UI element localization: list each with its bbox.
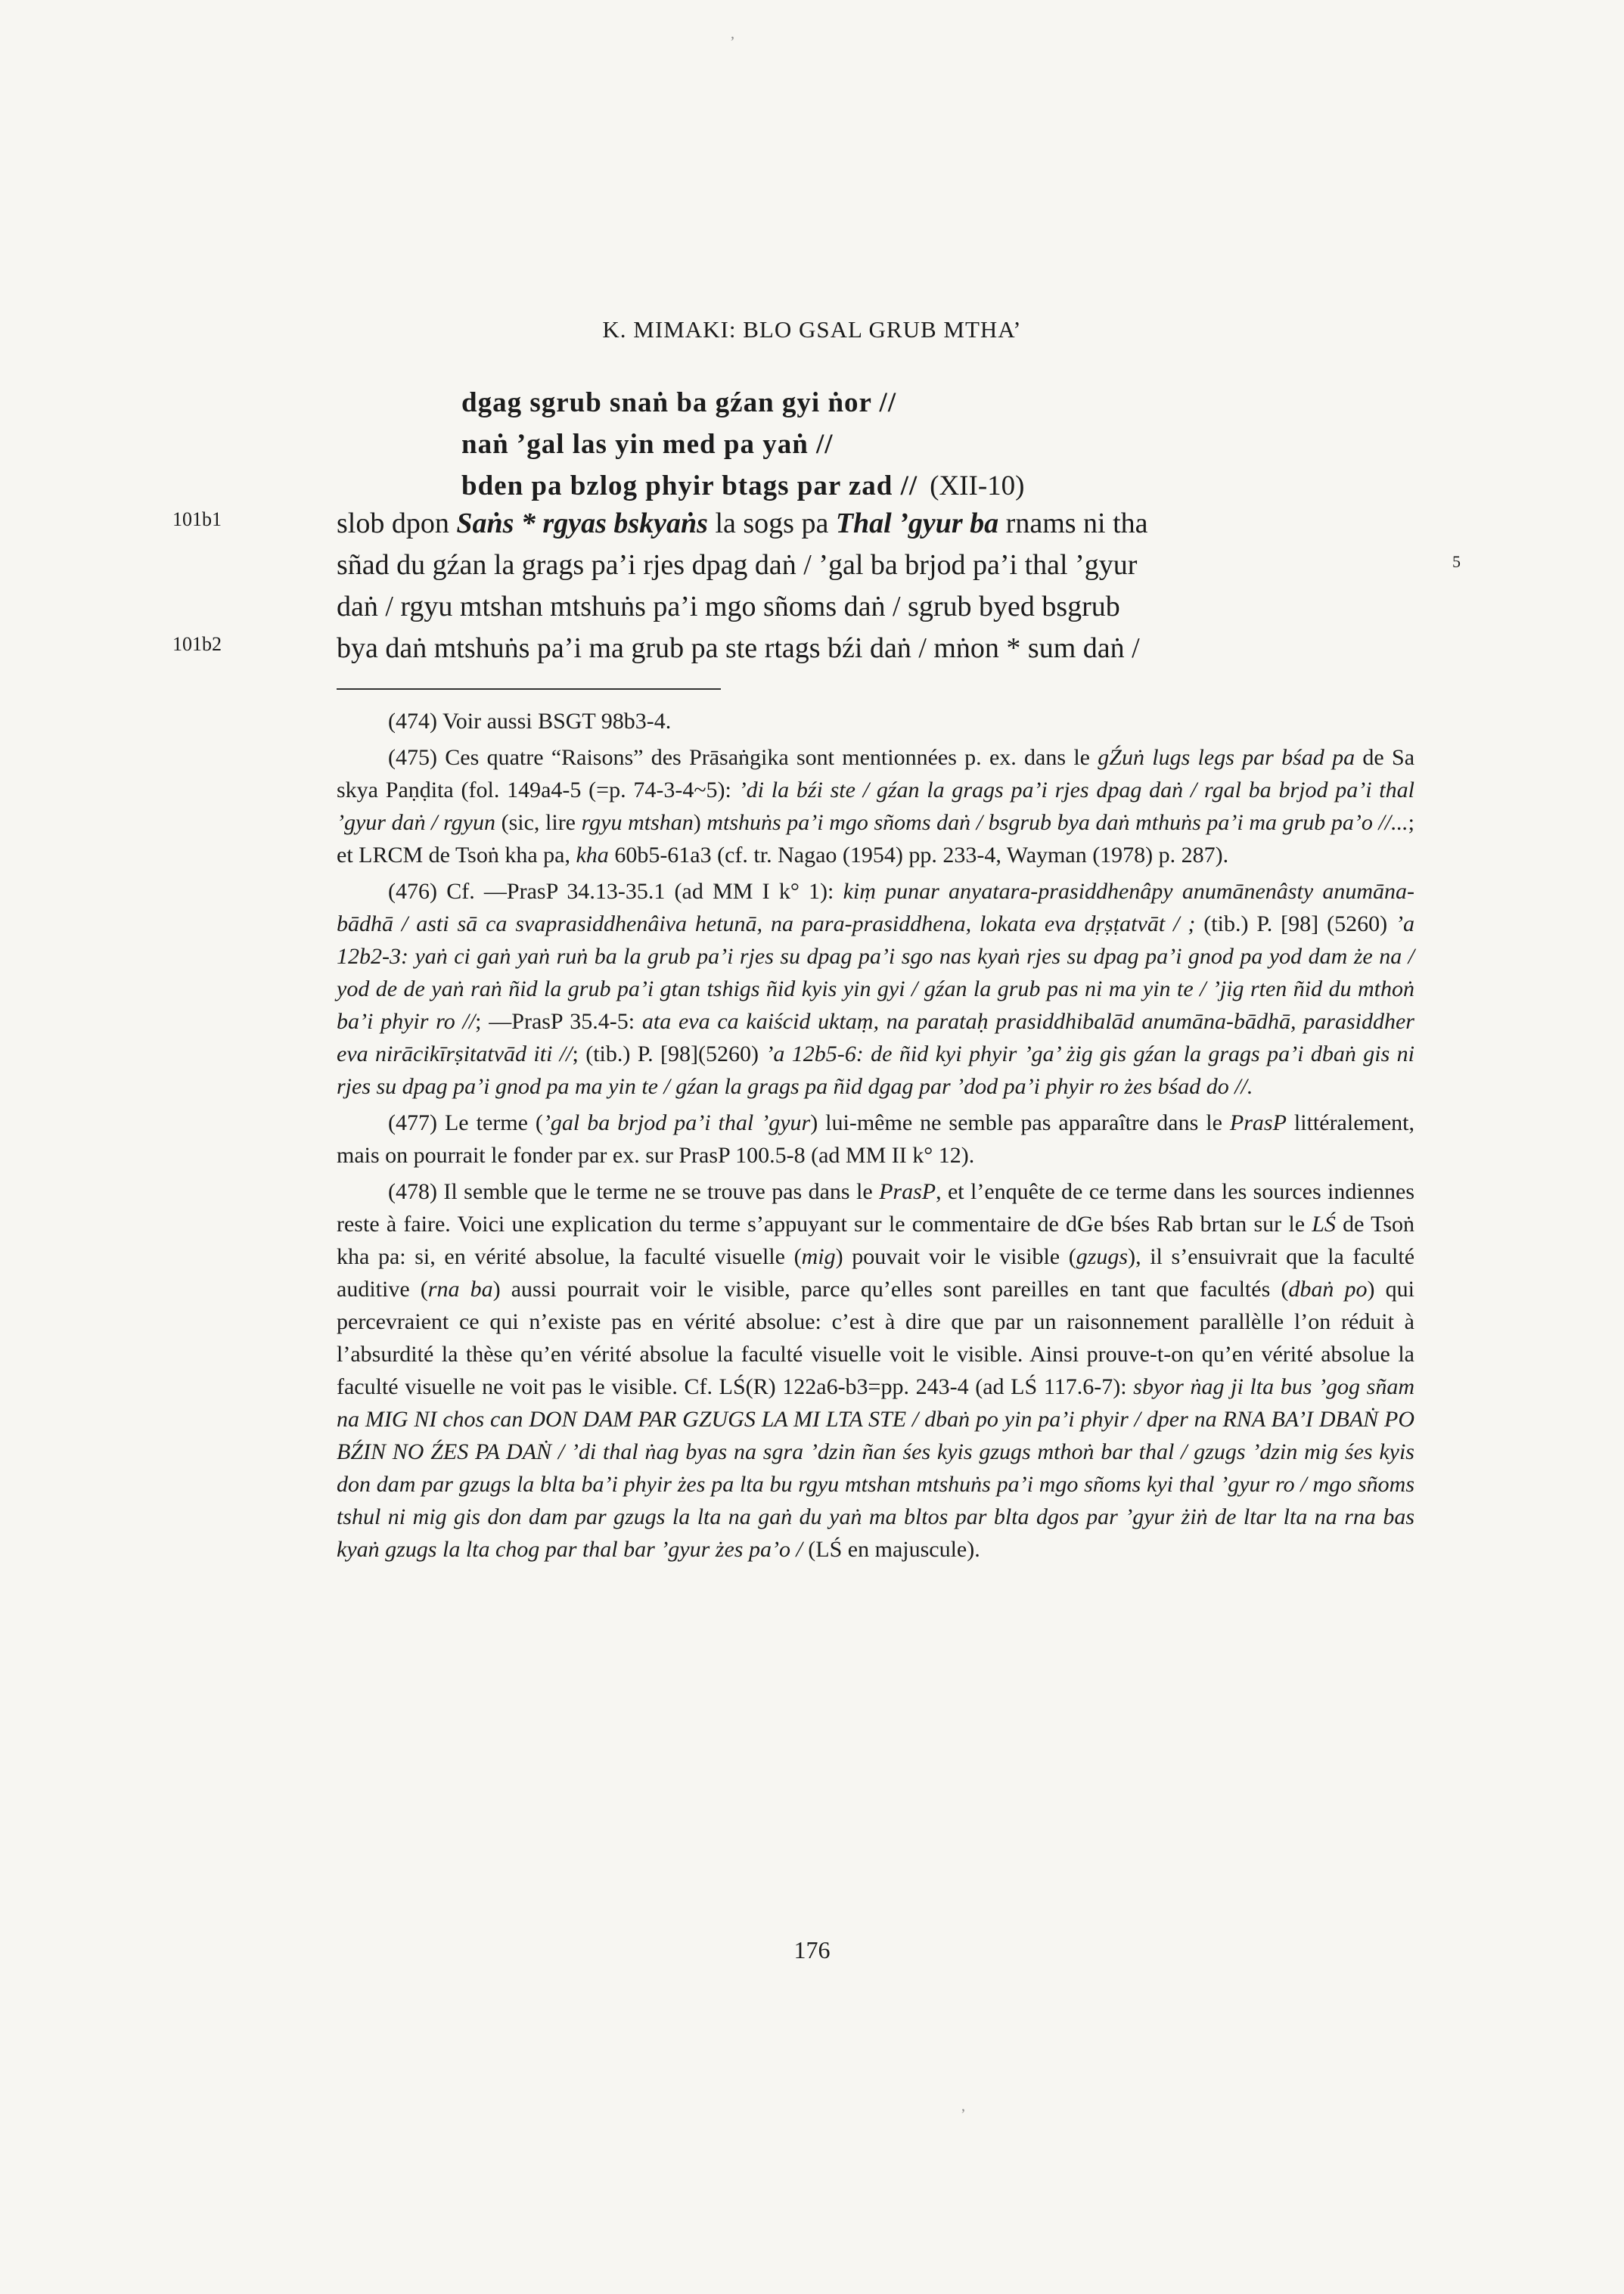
- verse-line-2: naṅ ’gal las yin med pa yaṅ //: [461, 429, 834, 460]
- verse-line-3: bden pa bzlog phyir btags par zad // (XII-10): [461, 470, 1025, 501]
- scan-speck: ʼ: [730, 34, 735, 51]
- footnote-478: (478) Il semble que le terme ne se trouve pas dans le PrasP, et l’enquête de ce terme dans les sources indiennes reste à faire. Voici une explication du terme s’appuyant sur le commentaire de dGe bśes Rab brtan sur le LŚ de Tsoṅ kha pa: si, en vérité absolue, la faculté visuelle (mig) pouvait voir le visible (gzugs), il s’ensuivrait que la faculté auditive (rna ba) aussi pourrait voir le visible, parce qu’elles sont pareilles en tant que facultés (dbaṅ po) qui percevraient ce qui n’existe pas en vérité absolue: c’est à dire que par un raisonnement parallèlle l’on réduit à l’absurdité la thèse qu’en vérité absolue la faculté visuelle voit le visible. Ainsi prouve-t-on qu’en vérité absolue la faculté visuelle ne voit pas le visible. Cf. LŚ(R) 122a6-b3=pp. 243-4 (ad LŚ 117.6-7): sbyor ṅag ji lta bus ’gog sñam na MIG NI chos can DON DAM PAR GZUGS LA MI LTA STE / dbaṅ po yin pa’i phyir / dper na RNA BA’I DBAṄ PO BŹIN NO ŹES PA DAṄ / ’di thal ṅag byas na sgra ’dzin ñan śes kyis gzugs mthoṅ bar thal / gzugs ’dzin mig śes kyis don dam par gzugs la blta ba’i phyir żes pa lta bu rgyu mtshan mtshuṅs pa’i mgo sñoms kyi thal ’gyur ro / mgo sñoms tshul ni mig gis don dam par gzugs la lta na gaṅ du yaṅ ma bltos par blta dgos par ’gyur żiṅ de ltar lta na rna bas kyaṅ gzugs la lta chog par thal bar ’gyur żes pa’o / (LŚ en majuscule).: [337, 1179, 1415, 1562]
- footnotes: [337, 705, 1414, 1569]
- main-line-4: bya daṅ mtshuṅs pa’i ma grub pa ste rtags bźi daṅ / mṅon * sum daṅ /: [337, 632, 1140, 664]
- verse-number: (XII-10): [930, 470, 1025, 501]
- footnote-476: (476) Cf. —PrasP 34.13-35.1 (ad MM I k° 1): kiṃ punar anyatara-prasiddhenâpy anumānenâsty anumāna-bādhā / asti sā ca svaprasiddhenâiva hetunā, na para-prasiddhena, lokata eva dṛṣṭatvāt / ; (tib.) P. [98] (5260) ’a 12b2-3: yaṅ ci gaṅ yaṅ ruṅ ba la grub pa’i rjes su dpag pa’i sgo nas kyaṅ rjes su dpag pa’i gnod pa yod dam że na / yod de de yaṅ raṅ ñid la grub pa’i gtan tshigs ñid kyis yin gyi / gźan la grub pas ni ma yin te / ’jig rten ñid du mthoṅ ba’i phyir ro //; —PrasP 35.4-5: ata eva ca kaiścid uktaṃ, na parataḥ prasiddhibalād anumāna-bādhā, parasiddher eva nirācikīrṣitatvād iti //; (tib.) P. [98](5260) ’a 12b5-6: de ñid kyi phyir ’ga’ żig gis gźan la grags pa’i dbaṅ gis ni rjes su dpag pa’i gnod pa ma yin te / gźan la grags pa ñid dgag par ’dod pa’i phyir ro żes bśad do //.: [337, 879, 1414, 1099]
- page-number: 176: [793, 1936, 831, 1963]
- running-header: K. MIMAKI: BLO GSAL GRUB MTHA’: [602, 316, 1022, 343]
- scan-speck: ʼ: [961, 2106, 966, 2123]
- footnote-475: (475) Ces quatre “Raisons” des Prāsaṅgika sont mentionnées p. ex. dans le gŹuṅ lugs legs par bśad pa de Sa skya Paṇḍita (fol. 149a4-5 (=p. 74-3-4~5): ’di la bźi ste / gźan la grags pa’i rjes dpag daṅ / rgal ba brjod pa’i thal ’gyur daṅ / rgyun (sic, lire rgyu mtshan) mtshuṅs pa’i mgo sñoms daṅ / bsgrub bya daṅ mthuṅs pa’i ma grub pa’o //...; et LRCM de Tsoṅ kha pa, kha 60b5-61a3 (cf. tr. Nagao (1954) pp. 233-4, Wayman (1978) p. 287).: [337, 745, 1415, 868]
- footnote-477: (477) Le terme (’gal ba brjod pa’i thal ’gyur) lui-même ne semble pas apparaître dans le PrasP littéralement, mais on pourrait le fonder par ex. sur PrasP 100.5-8 (ad MM II k° 12).: [337, 1110, 1415, 1168]
- footnote-474: (474) Voir aussi BSGT 98b3-4.: [388, 709, 672, 734]
- verse-block: [461, 382, 1024, 507]
- main-line-3: daṅ / rgyu mtshan mtshuṅs pa’i mgo sñoms daṅ / sgrub byed bsgrub: [337, 591, 1120, 622]
- line-number: 5: [1452, 552, 1461, 571]
- verse-line-1: dgag sgrub snaṅ ba gźan gyi ṅor //: [461, 387, 897, 418]
- footnote-rule: [337, 688, 721, 690]
- folio-ref-101b2: 101b2: [172, 633, 222, 655]
- main-text: [337, 503, 1411, 669]
- main-line-1: slob dpon Saṅs * rgyas bskyaṅs la sogs pa Thal ’gyur ba rnams ni tha: [337, 508, 1148, 539]
- folio-ref-101b1: 101b1: [172, 508, 222, 530]
- main-line-2: sñad du gźan la grags pa’i rjes dpag daṅ / ’gal ba brjod pa’i thal ’gyur: [337, 549, 1138, 581]
